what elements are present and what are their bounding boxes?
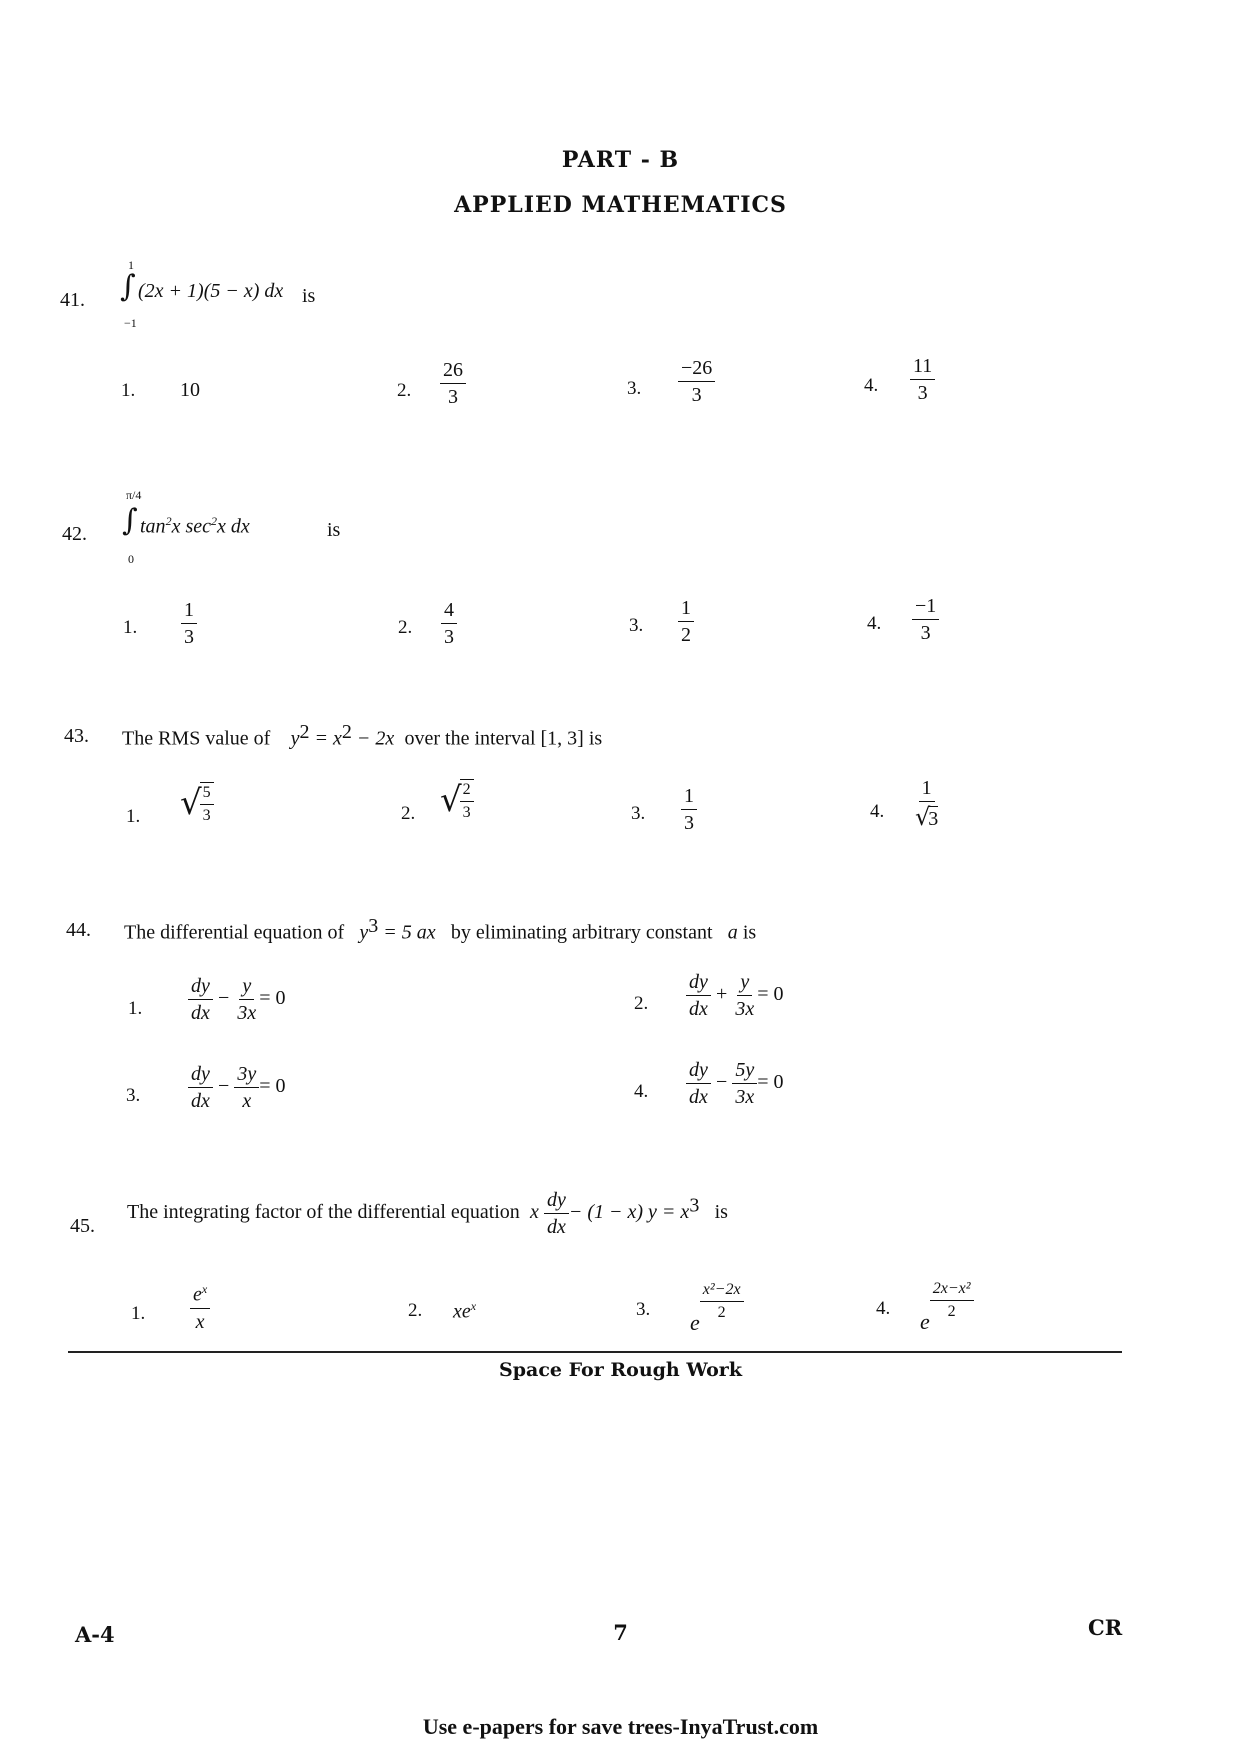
- q44-option-2-label: 2.: [634, 993, 649, 1014]
- question-43-number: 43.: [64, 725, 89, 747]
- q45-option-3-value[interactable]: e $\frac{\text{x²−2x}}{2}$: [690, 1286, 744, 1325]
- bottom-note: Use e-papers for save trees-InyaTrust.com: [422, 1714, 819, 1739]
- q44-option-4-value[interactable]: $\frac{dy}{dx}$ − $\frac{5y}{3x}$ = 0: [686, 1060, 784, 1107]
- q44-option-1-label: 1.: [128, 998, 143, 1019]
- question-45-number: 45.: [70, 1215, 95, 1237]
- q45-option-4-label: 4.: [876, 1298, 891, 1319]
- q45-option-3-label: 3.: [636, 1299, 651, 1320]
- footer-code: A-4: [75, 1622, 115, 1647]
- q43-option-4-label: 4.: [870, 801, 885, 822]
- q42-option-1-value[interactable]: $\frac{1}{3}$: [181, 600, 197, 647]
- q42-option-4-label: 4.: [867, 613, 882, 634]
- q45-option-4-value[interactable]: e $\frac{\text{2x−x²}}{2}$: [920, 1285, 974, 1324]
- q45-option-1-label: 1.: [131, 1303, 146, 1324]
- q41-option-4-label: 4.: [864, 375, 879, 396]
- integral-lower-limit: 0: [128, 552, 134, 566]
- page-number: 7: [613, 1620, 628, 1645]
- q41-option-3-value[interactable]: $\frac{-26}{3}$: [678, 358, 715, 405]
- q45-option-2-label: 2.: [408, 1300, 423, 1321]
- q43-option-4-value[interactable]: 1 √ 3: [915, 777, 939, 831]
- q43-option-3-label: 3.: [631, 803, 646, 824]
- q43-option-2-label: 2.: [401, 803, 416, 824]
- question-41-suffix: is: [302, 285, 316, 307]
- q42-option-3-label: 3.: [629, 615, 644, 636]
- q42-option-1-label: 1.: [123, 617, 138, 638]
- q44-option-4-label: 4.: [634, 1081, 649, 1102]
- integral-upper-limit: 1: [128, 258, 134, 272]
- q45-option-2-value[interactable]: $xe^x$: [453, 1299, 477, 1323]
- integral-upper-limit: π/4: [126, 488, 142, 502]
- q44-option-2-value[interactable]: $\frac{dy}{dx}$ + $\frac{y}{3x}$ = 0: [686, 972, 784, 1019]
- integral-lower-limit: −1: [124, 316, 137, 330]
- q43-option-1-label: 1.: [126, 806, 141, 827]
- q42-option-2-value[interactable]: $\frac{4}{3}$: [441, 600, 457, 647]
- q41-option-4-value[interactable]: $\frac{11}{3}$: [910, 356, 935, 403]
- q43-option-2-value[interactable]: √ $\frac{2}{3}$: [440, 779, 474, 821]
- q44-option-3-label: 3.: [126, 1085, 141, 1106]
- q41-option-3-label: 3.: [627, 378, 642, 399]
- question-43-text: The RMS value of $y^2 = x^2 - 2x$ over the interval [1, 3] is: [122, 721, 603, 750]
- question-44-text: The differential equation of $y^3 = 5$ ax by eliminating arbitrary constant a is: [124, 915, 757, 944]
- q45-option-1-value[interactable]: $\frac{e^x}{x}$: [190, 1283, 210, 1332]
- q44-option-1-value[interactable]: $\frac{dy}{dx}$ − $\frac{y}{3x}$ = 0: [188, 976, 286, 1023]
- q41-option-1-value[interactable]: 10: [180, 379, 200, 401]
- rough-work-divider: [68, 1351, 1122, 1353]
- q43-option-3-value[interactable]: $\frac{1}{3}$: [681, 786, 697, 833]
- question-44-number: 44.: [66, 919, 91, 941]
- subject-heading: APPLIED MATHEMATICS: [454, 192, 787, 218]
- q41-option-1-label: 1.: [121, 380, 136, 401]
- integrand: $\tan^2x$ $\sec^2x$ dx: [140, 514, 250, 538]
- part-heading: PART - B: [561, 147, 680, 173]
- integral-sign: ∫: [120, 269, 136, 304]
- integral-sign: ∫: [122, 503, 138, 538]
- question-42-number: 42.: [62, 523, 87, 545]
- q44-option-3-value[interactable]: $\frac{dy}{dx}$ − $\frac{3y}{x}$ = 0: [188, 1064, 286, 1111]
- rough-work-label: Space For Rough Work: [499, 1359, 742, 1381]
- q42-option-3-value[interactable]: $\frac{1}{2}$: [678, 598, 694, 645]
- question-42-suffix: is: [327, 519, 341, 541]
- q43-option-1-value[interactable]: √ $\frac{5}{3}$: [180, 782, 214, 824]
- question-45-text: The integrating factor of the differential equation x $\frac{dy}{dx}$ − (1 − x) $y = x^3$ is: [127, 1189, 728, 1238]
- q42-option-2-label: 2.: [398, 617, 413, 638]
- q42-option-4-value[interactable]: $\frac{-1}{3}$: [912, 596, 939, 643]
- q41-option-2-label: 2.: [397, 380, 412, 401]
- footer-series: CR: [1088, 1615, 1123, 1640]
- integrand: (2x + 1)(5 − x) dx: [138, 280, 284, 302]
- question-41-number: 41.: [60, 289, 85, 311]
- q41-option-2-value[interactable]: $\frac{26}{3}$: [440, 360, 466, 407]
